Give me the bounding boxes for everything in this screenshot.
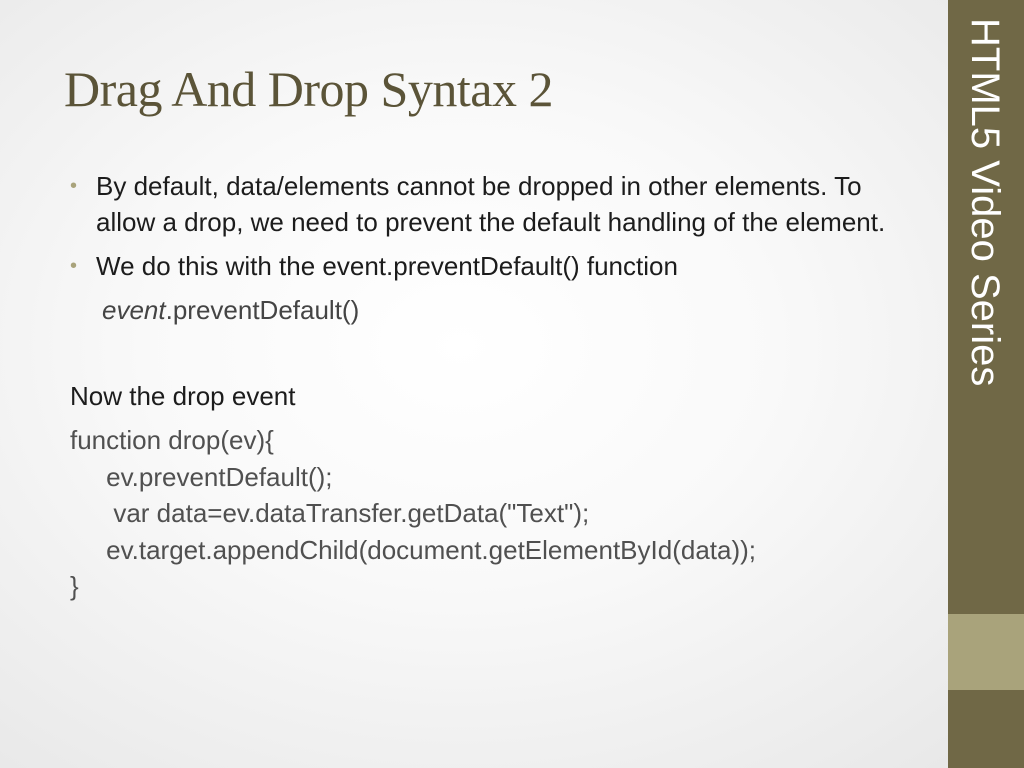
drop-event-heading: Now the drop event — [70, 381, 296, 411]
bullet-list — [70, 168, 910, 284]
bullet-item — [70, 248, 910, 284]
code-line: function drop(ev){ — [70, 425, 274, 455]
example-call-method: .preventDefault() — [165, 295, 360, 325]
code-line: ev.target.appendChild(document.getElementById(data)); — [70, 534, 757, 565]
code-line: } — [70, 571, 79, 601]
slide-title: Drag And Drop Syntax 2 — [64, 61, 553, 117]
example-call — [102, 292, 910, 328]
slide-content — [70, 168, 910, 605]
bullet-text: By default, data/elements cannot be dropped in other elements. To allow a drop, we need to prevent the default handling of the element. — [96, 171, 886, 237]
example-call-object: event — [102, 295, 166, 325]
code-line: ev.preventDefault(); — [70, 461, 333, 492]
bullet-text: We do this with the event.preventDefault() function — [96, 251, 678, 281]
code-block — [70, 422, 910, 605]
sidebar-accent-block — [948, 614, 1024, 690]
bullet-item — [70, 168, 910, 240]
bullet-icon: • — [70, 175, 78, 197]
sidebar-series-label: HTML5 Video Series — [963, 18, 1007, 387]
code-line: var data=ev.dataTransfer.getData("Text"); — [70, 498, 590, 528]
bullet-icon: • — [70, 255, 78, 277]
